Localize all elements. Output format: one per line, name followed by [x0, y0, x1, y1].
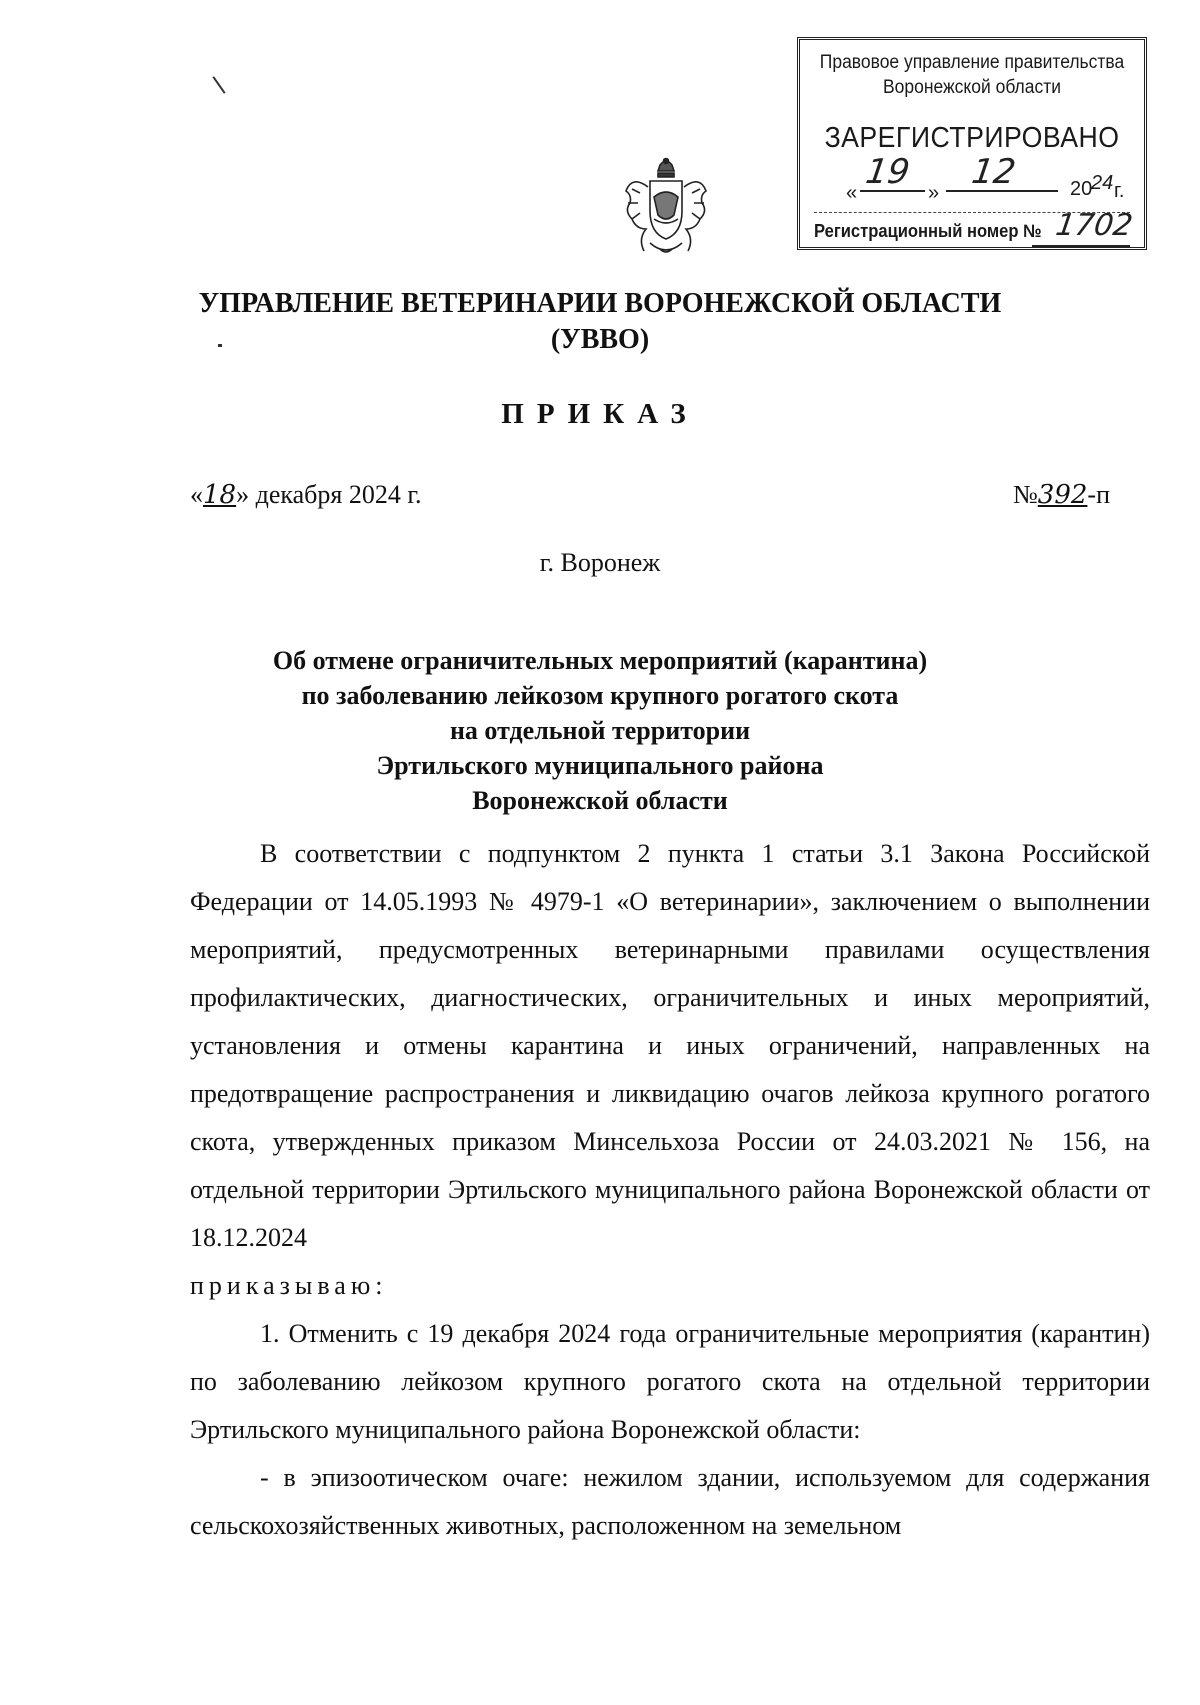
stamp-org-line1: Правовое управление правительства: [819, 52, 1125, 73]
stamp-organization: [814, 50, 1130, 100]
date-open-quote: «: [190, 480, 203, 509]
agency-name: [0, 286, 1200, 358]
agency-name-line1: УПРАВЛЕНИЕ ВЕТЕРИНАРИИ ВОРОНЕЖСКОЙ ОБЛАСТИ: [198, 288, 1002, 319]
stamp-month: 12: [969, 152, 1019, 192]
stamp-close-quote: »: [928, 182, 940, 204]
stamp-year-prefix: 20: [1070, 178, 1093, 200]
city: г. Воронеж: [539, 548, 661, 577]
number-prefix: №: [1012, 480, 1038, 509]
stamp-year-handwritten: 24: [1091, 172, 1114, 194]
registration-stamp: [797, 37, 1147, 250]
order-word: приказываю:: [190, 1271, 388, 1300]
number-suffix: -п: [1087, 480, 1110, 509]
order-item-1: 1. Отменить с 19 декабря 2024 года ограничительные мероприятия (карантин) по заболеванию лейкозом крупного рогатого скота на отдельной территории Эртильского муниципального района Воронежской области:: [190, 1319, 1150, 1444]
date-month-year: » декабря 2024 г.: [236, 480, 422, 509]
subject-line: на отдельной территории: [449, 716, 751, 745]
stamp-reg-number-label: Регистрационный номер №: [814, 221, 1042, 241]
subject-line: Эртильского муниципального района: [376, 751, 824, 780]
coat-of-arms-emblem: [620, 157, 712, 259]
document-number: [1013, 480, 1110, 510]
document-type-title: ПРИКАЗ: [501, 398, 699, 430]
stamp-reg-number: 1702: [1053, 208, 1135, 243]
number-handwritten: 392: [1037, 480, 1088, 510]
document-body: [190, 830, 1150, 1550]
stamp-open-quote: «: [846, 182, 858, 204]
document-subject: [0, 643, 1200, 818]
stamp-org-line2: Воронежской области: [882, 77, 1061, 98]
agency-abbreviation: (УВВО): [550, 324, 650, 355]
subject-line: Об отмене ограничительных мероприятий (карантина): [272, 646, 928, 675]
stamp-day: 19: [863, 152, 913, 192]
stamp-year-suffix: г.: [1114, 180, 1125, 202]
preamble-paragraph: В соответствии с подпунктом 2 пункта 1 статьи 3.1 Закона Российской Федерации от 14.05.1993 № 4979-1 «О ветеринарии», заключением о выполнении мероприятий, предусмотренных ветеринарными правилами осуществления профилактических, диагностических, ограничительных и иных мероприятий, установления и отмены карантина и иных ограничений, направленных на предотвращение распространения и ликвидацию очагов лейкоза крупного рогатого скота, утвержденных приказом Минсельхоза России от 24.03.2021 № 156, на отдельной территории Эртильского муниципального района Воронежской области от 18.12.2024: [190, 839, 1150, 1252]
stamp-reg-number-line: [1032, 245, 1130, 247]
order-item-1-subitem: - в эпизоотическом очаге: нежилом здании, используемом для содержания сельскохозяйственных животных, расположенном на земельном: [190, 1463, 1150, 1540]
subject-line: по заболеванию лейкозом крупного рогатого скота: [301, 681, 899, 710]
scan-mark: [212, 76, 225, 94]
document-date: [190, 480, 422, 510]
date-day-handwritten: 18: [203, 480, 237, 510]
stamp-registered-label: ЗАРЕГИСТРИРОВАНО: [824, 122, 1120, 154]
subject-line: Воронежской области: [472, 786, 728, 815]
